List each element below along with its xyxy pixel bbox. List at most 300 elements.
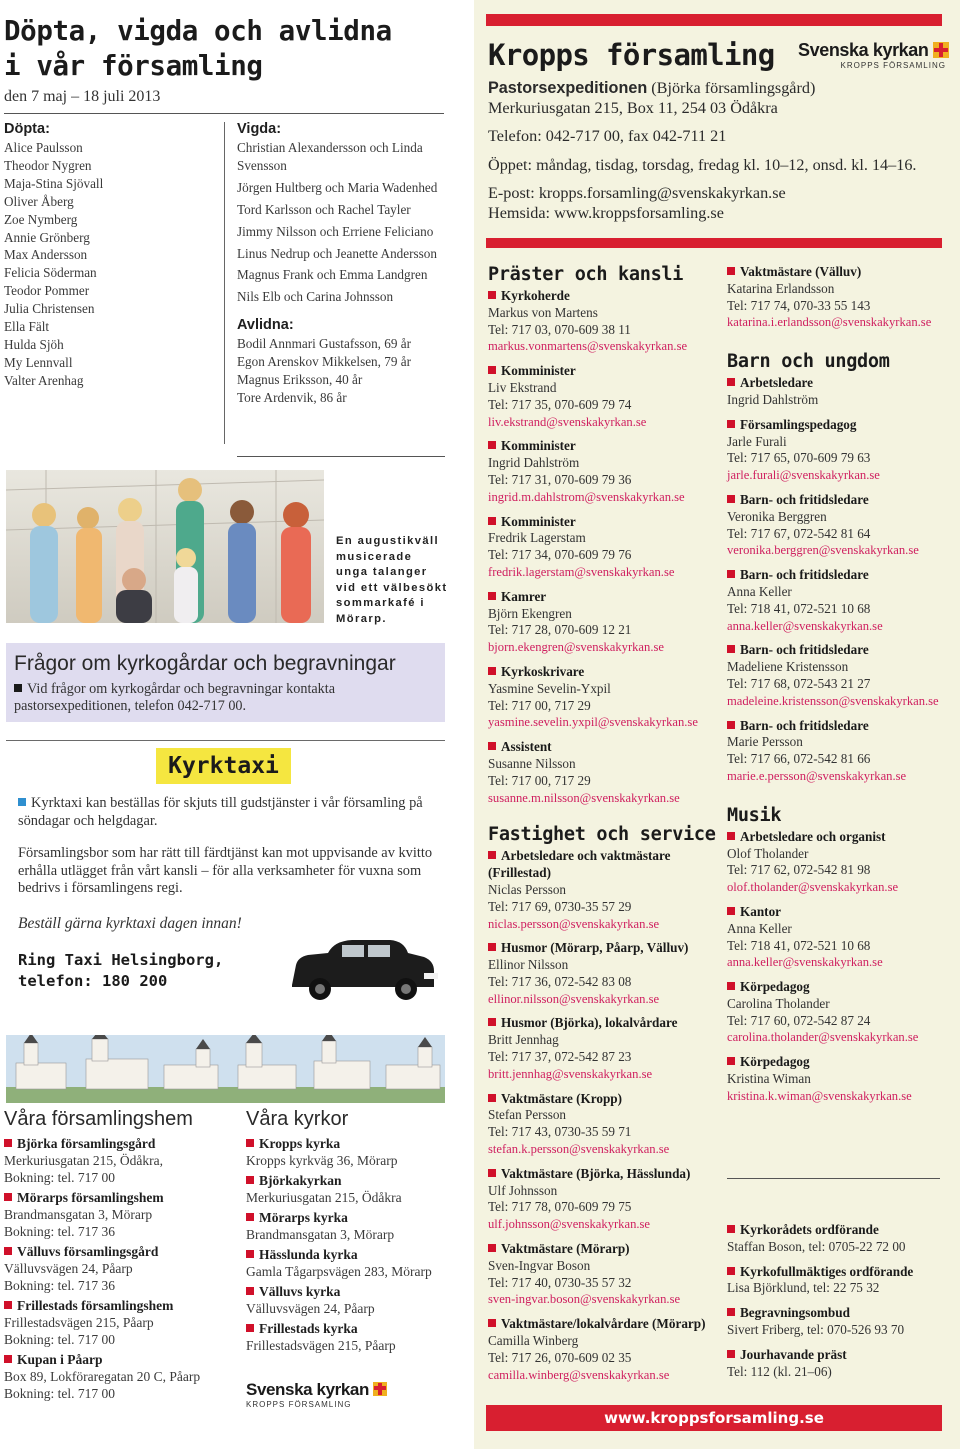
married-section [237, 121, 445, 407]
bullet-icon [727, 832, 735, 840]
logo-sub-top: KROPPS FÖRSAMLING [840, 61, 946, 70]
contact-role-text: Vaktmästare (Kropp) [501, 1090, 623, 1106]
married-list [237, 139, 445, 306]
baptized-name: Max Andersson [4, 247, 88, 263]
board-entry [727, 1347, 949, 1381]
church-item [246, 1246, 446, 1280]
bullet-icon [246, 1250, 254, 1258]
taxi-ring-line-1: Ring Taxi Helsingborg, [18, 951, 224, 969]
contact-email[interactable]: sven-ingvar.boson@svenskakyrkan.se [488, 1292, 681, 1307]
contact-entry [727, 829, 949, 896]
logo-brand-top: Svenska kyrkan [798, 40, 929, 60]
bullet-icon [4, 1139, 12, 1147]
contact-email[interactable]: katarina.i.erlandsson@svenskakyrkan.se [727, 315, 932, 330]
bullet-icon [727, 645, 735, 653]
home-item-line: Bokning: tel. 717 36 [4, 1224, 115, 1239]
footer-website-link[interactable]: www.kroppsforsamling.se [486, 1405, 942, 1431]
home-item-name [4, 1297, 234, 1314]
logo-brand: Svenska kyrkan [246, 1380, 369, 1399]
bullet-icon [727, 1057, 735, 1065]
contact-entry [488, 739, 718, 806]
graves-heading: Frågor om kyrkogårdar och begravningar [14, 652, 396, 675]
contact-entry [488, 848, 718, 932]
web-label: Hemsida: [488, 203, 551, 222]
bullet-icon [18, 798, 26, 806]
contact-entry [488, 664, 718, 731]
contact-name: Fredrik Lagerstam [488, 530, 586, 546]
contact-email[interactable]: jarle.furali@svenskakyrkan.se [727, 468, 880, 483]
home-item-title: Frillestads församlingshem [17, 1298, 174, 1313]
contact-entry [488, 514, 718, 581]
contact-name: Veronika Berggren [727, 508, 827, 524]
churches-list [246, 1135, 446, 1354]
bullet-icon [488, 1169, 496, 1177]
church-item-line: Frillestadsvägen 215, Påarp [246, 1338, 396, 1353]
board-line: Lisa Björklund, tel: 22 75 32 [727, 1280, 880, 1296]
home-item-title: Välluvs församlingsgård [17, 1244, 159, 1259]
contact-phone: Tel: 717 31, 070-609 79 36 [488, 471, 632, 487]
contact-email[interactable]: marie.e.persson@svenskakyrkan.se [727, 768, 907, 783]
board-role-text: Kyrkofullmäktiges ordförande [740, 1263, 914, 1279]
contact-phone: Tel: 717 67, 072-542 81 64 [727, 525, 871, 541]
contact-name: Sven-Ingvar Boson [488, 1257, 591, 1273]
bullet-icon [488, 667, 496, 675]
bullet-icon [4, 1355, 12, 1363]
contact-name: Markus von Martens [488, 304, 598, 320]
bullet-icon [727, 1225, 735, 1233]
church-item-line: Gamla Tågarpsvägen 283, Mörarp [246, 1264, 432, 1279]
contact-email[interactable]: ellinor.nilsson@svenskakyrkan.se [488, 991, 660, 1006]
baptized-name: Hulda Sjöh [4, 336, 64, 352]
contact-email[interactable]: ingrid.m.dahlstrom@svenskakyrkan.se [488, 489, 685, 504]
contact-role [488, 1316, 718, 1333]
contact-name: Ulf Johnsson [488, 1182, 558, 1198]
contact-role-text: Kyrkoherde [501, 288, 570, 303]
contact-phone: Tel: 717 37, 072-542 87 23 [488, 1049, 632, 1065]
contact-role [727, 904, 949, 921]
church-item [246, 1320, 446, 1354]
contact-phone: Tel: 717 62, 072-542 81 98 [727, 862, 871, 878]
office-address: Merkuriusgatan 215, Box 11, 254 03 Ödåkra [488, 98, 778, 117]
contact-role-text: Barn- och fritidsledare [740, 642, 869, 658]
taxi-paragraph-2: Församlingsbor som har rätt till färdtjänst kan mot uppvisande av kvitto erhålla utlägget från vårt kansli – för alla verksamheter för vuxna som bedrivs i församlingens regi. [18, 845, 433, 896]
contact-name: Jarle Furali [727, 433, 787, 449]
contact-name: Marie Persson [727, 734, 803, 750]
board-role [727, 1305, 949, 1322]
bullet-icon [246, 1213, 254, 1221]
baptized-list [4, 139, 214, 390]
contact-entry [488, 940, 718, 1007]
bullet-icon [488, 366, 496, 374]
contact-entry [727, 642, 949, 709]
parish-website-link[interactable]: www.kroppsforsamling.se [554, 203, 724, 222]
married-couple: Jimmy Nilsson och Erriene Feliciano [237, 223, 434, 239]
contact-name: Yasmine Sevelin-Yxpil [488, 680, 611, 696]
home-item-line: Brandmansgatan 3, Mörarp [4, 1207, 153, 1222]
contact-phone: Tel: 717 66, 072-542 81 66 [727, 751, 871, 767]
deceased-name: Egon Arenskov Mikkelsen, 79 år [237, 354, 411, 370]
board-line: Tel: 112 (kl. 21–06) [727, 1363, 832, 1379]
divider [237, 456, 445, 457]
deceased-name: Bodil Annmari Gustafsson, 69 år [237, 336, 411, 352]
baptized-name: Zoe Nymberg [4, 211, 78, 227]
contact-role-text: Assistent [501, 739, 552, 755]
baptized-name: My Lennvall [4, 354, 73, 370]
church-item-title: Frillestads kyrka [259, 1321, 358, 1336]
baptized-name: Theodor Nygren [4, 157, 92, 173]
contact-role [727, 492, 949, 509]
bullet-icon [488, 1094, 496, 1102]
church-item-name [246, 1320, 446, 1337]
contact-email[interactable]: britt.jennhag@svenskakyrkan.se [488, 1066, 653, 1081]
contact-email[interactable]: bjorn.ekengren@svenskakyrkan.se [488, 640, 664, 655]
board-role [727, 1347, 949, 1364]
church-item-name [246, 1209, 446, 1226]
cross-icon [373, 1382, 387, 1396]
contact-role [488, 1166, 718, 1183]
contact-email[interactable]: carolina.tholander@svenskakyrkan.se [727, 1030, 919, 1045]
contact-role-text: Komminister [501, 513, 576, 529]
contact-entry [727, 904, 949, 971]
board-role-text: Jourhavande präst [740, 1346, 847, 1362]
church-item-title: Kropps kyrka [259, 1136, 341, 1151]
graves-box [6, 643, 445, 722]
contact-role [727, 567, 949, 584]
contact-name: Ingrid Dahlström [488, 455, 580, 471]
contact-phone: Tel: 717 36, 072-542 83 08 [488, 973, 632, 989]
contact-role-text: Kamrer [501, 588, 547, 604]
photo-caption: En augustikväll musicerade unga talanger vid ett välbesökt sommarkafé i Mörarp. [336, 535, 448, 625]
contact-entry [727, 979, 949, 1046]
board-role [727, 1222, 949, 1239]
contact-email[interactable]: markus.vonmartens@svenskakyrkan.se [488, 339, 688, 354]
married-couple: Tord Karlsson och Rachel Tayler [237, 201, 411, 217]
parish-title: Kropps församling [488, 38, 775, 72]
contact-entry [727, 264, 949, 331]
bullet-icon [488, 1319, 496, 1327]
contact-role-text: Kyrkoskrivare [501, 663, 585, 679]
contact-name: Kristina Wiman [727, 1071, 811, 1087]
contact-email[interactable]: madeleine.kristensson@svenskakyrkan.se [727, 693, 939, 708]
taxi-p1: Kyrktaxi kan beställas för skjuts till gudstjänster i vår församling på söndagar och helgdagar. [18, 795, 423, 829]
married-couple: Nils Elb och Carina Johnsson [237, 289, 394, 305]
deceased-heading: Avlidna: [237, 317, 294, 334]
home-item-name [4, 1351, 234, 1368]
svenska-kyrkan-logo-top [798, 40, 949, 70]
bullet-icon [4, 1301, 12, 1309]
baptized-name: Teodor Pommer [4, 283, 90, 299]
contact-role [488, 664, 718, 681]
contact-name: Susanne Nilsson [488, 755, 576, 771]
married-couple: Magnus Frank och Emma Landgren [237, 267, 428, 283]
phone-value: 042-717 00, fax 042-711 21 [545, 127, 727, 145]
bullet-icon [488, 291, 496, 299]
contact-email[interactable]: yasmine.sevelin.yxpil@svenskakyrkan.se [488, 715, 698, 730]
baptized-name: Julia Christensen [4, 301, 95, 317]
bullet-icon [488, 1018, 496, 1026]
contact-role [727, 829, 949, 846]
contact-role [488, 363, 718, 380]
board-line: Sivert Friberg, tel: 070-526 93 70 [727, 1321, 905, 1337]
contact-phone: Tel: 718 41, 072-521 10 68 [727, 937, 871, 953]
phone-line [488, 127, 948, 147]
church-item-title: Hässlunda kyrka [259, 1247, 358, 1262]
church-item-title: Välluvs kyrka [259, 1284, 341, 1299]
contact-name: Ingrid Dahlström [727, 391, 819, 407]
bullet-icon [727, 1267, 735, 1275]
home-item [4, 1297, 234, 1348]
married-couple: Christian Alexandersson och Linda Svensson [237, 140, 423, 173]
contact-role-text: Barn- och fritidsledare [740, 717, 869, 733]
baptized-heading: Döpta: [4, 121, 50, 137]
contact-role-text: Barn- och fritidsledare [740, 567, 869, 583]
cross-icon [933, 42, 949, 58]
contact-email[interactable]: fredrik.lagerstam@svenskakyrkan.se [488, 564, 675, 579]
date-range: den 7 maj – 18 juli 2013 [4, 88, 161, 105]
baptized-name: Alice Paulsson [4, 140, 83, 155]
office-label: Pastorsexpeditionen [488, 79, 648, 97]
contact-phone: Tel: 717 00, 717 29 [488, 697, 591, 713]
contact-phone: Tel: 717 00, 717 29 [488, 772, 591, 788]
board-entry [727, 1222, 949, 1256]
contact-role [488, 288, 718, 305]
board-contacts [727, 1222, 949, 1388]
contact-entry [727, 1054, 949, 1104]
church-item-name [246, 1135, 446, 1152]
section-title: Barn och ungdom [727, 351, 890, 373]
contact-email[interactable]: camilla.winberg@svenskakyrkan.se [488, 1367, 670, 1382]
contact-role-text: Vaktmästare (Mörarp) [501, 1241, 630, 1257]
contact-role-text: Körpedagog [740, 1054, 810, 1070]
taxi-title: Kyrktaxi [156, 748, 291, 784]
bullet-icon [488, 592, 496, 600]
home-item-line: Bokning: tel. 717 36 [4, 1278, 115, 1293]
contact-entry [488, 1015, 718, 1082]
churches-photo-strip [6, 1035, 445, 1103]
logo-sub: KROPPS FÖRSAMLING [246, 1400, 352, 1409]
title-line-1: Döpta, vigda och avlidna [4, 15, 392, 47]
contact-name: Anna Keller [727, 583, 792, 599]
contact-role-text: Komminister [501, 438, 576, 454]
contact-entry [727, 567, 949, 634]
contact-role [488, 848, 718, 882]
contact-email[interactable]: stefan.k.persson@svenskakyrkan.se [488, 1142, 670, 1157]
contact-entry [727, 492, 949, 559]
baptized-name: Valter Arenhag [4, 372, 84, 388]
contact-name: Britt Jennhag [488, 1032, 559, 1048]
open-label: Öppet: [488, 155, 533, 174]
top-red-bar [486, 14, 942, 26]
married-heading: Vigda: [237, 121, 282, 137]
contact-entry [727, 417, 949, 484]
open-value: måndag, tisdag, torsdag, fredag kl. 10–12, onsd. kl. 14–16. [536, 155, 917, 174]
church-item-line: Välluvsvägen 24, Påarp [246, 1301, 375, 1316]
baptized-name: Annie Grönberg [4, 229, 90, 245]
church-item-line: Merkuriusgatan 215, Ödåkra [246, 1190, 402, 1205]
contact-email[interactable]: niclas.persson@svenskakyrkan.se [488, 916, 660, 931]
church-item-title: Björkakyrkan [259, 1173, 342, 1188]
churches-heading: Våra kyrkor [246, 1108, 349, 1130]
email-line [488, 184, 948, 204]
bullet-icon [727, 267, 735, 275]
contact-role [488, 514, 718, 531]
contact-email[interactable]: veronika.berggren@svenskakyrkan.se [727, 543, 919, 558]
contact-phone: Tel: 717 78, 070-609 79 75 [488, 1199, 632, 1215]
church-item-line: Kropps kyrkväg 36, Mörarp [246, 1153, 398, 1168]
board-line: Staffan Boson, tel: 0705-22 72 00 [727, 1238, 906, 1254]
home-item-line: Bokning: tel. 717 00 [4, 1332, 115, 1347]
bullet-icon [727, 907, 735, 915]
bullet-icon [488, 1244, 496, 1252]
contact-entry [488, 363, 718, 430]
home-item [4, 1135, 234, 1186]
taxi-paragraph-1 [18, 795, 438, 830]
contact-role [727, 718, 949, 735]
church-item [246, 1283, 446, 1317]
contact-entry [727, 718, 949, 785]
contact-phone: Tel: 717 68, 072-543 21 27 [727, 675, 871, 691]
office-place: (Björka församlingsgård) [651, 79, 816, 97]
contact-role-text: Husmor (Mörarp, Påarp, Välluv) [501, 940, 689, 956]
contact-role-text: Vaktmästare (Välluv) [740, 264, 862, 279]
contact-phone: Tel: 717 28, 070-609 12 21 [488, 622, 632, 638]
column-divider [224, 122, 225, 444]
bullet-icon [727, 570, 735, 578]
bullet-icon [727, 982, 735, 990]
board-entry [727, 1264, 949, 1298]
contact-phone: Tel: 717 74, 070-33 55 143 [727, 297, 871, 313]
contact-email[interactable]: anna.keller@svenskakyrkan.se [727, 955, 883, 970]
divider [727, 1178, 940, 1179]
contact-phone: Tel: 717 43, 0730-35 59 71 [488, 1124, 632, 1140]
church-item [246, 1172, 446, 1206]
contact-name: Carolina Tholander [727, 995, 830, 1011]
contact-name: Björn Ekengren [488, 605, 572, 621]
contact-role-text: Kantor [740, 903, 782, 919]
taxi-ring-line-2: telefon: 180 200 [18, 972, 168, 990]
bullet-icon [727, 420, 735, 428]
home-item-name [4, 1243, 234, 1260]
contact-role-text: Körpedagog [740, 979, 810, 995]
deceased-name: Tore Ardenvik, 86 år [237, 389, 347, 405]
contact-role [727, 417, 949, 434]
bullet-icon [4, 1193, 12, 1201]
contact-role-text: Församlingspedagog [740, 416, 857, 432]
church-item-name [246, 1246, 446, 1263]
contact-role-text: Vaktmästare (Björka, Hässlunda) [501, 1165, 691, 1181]
home-item-name [4, 1135, 234, 1152]
home-item-line: Välluvsvägen 24, Påarp [4, 1261, 133, 1276]
contact-role [727, 375, 949, 392]
contact-entry [488, 589, 718, 656]
church-item [246, 1135, 446, 1169]
contact-email[interactable]: anna.keller@svenskakyrkan.se [727, 618, 883, 633]
group-photo [6, 470, 324, 623]
homes-heading: Våra församlingshem [4, 1108, 193, 1130]
bullet-icon [246, 1287, 254, 1295]
bullet-icon [246, 1139, 254, 1147]
contact-role [727, 264, 949, 281]
contact-entry [488, 438, 718, 505]
baptized-name: Felicia Söderman [4, 265, 97, 281]
bullet-icon [4, 1247, 12, 1255]
contact-phone: Tel: 717 26, 070-609 02 35 [488, 1349, 632, 1365]
baptized-name: Ella Fält [4, 319, 50, 335]
bullet-icon [488, 517, 496, 525]
bullet-icon [488, 851, 496, 859]
office-info [488, 79, 948, 223]
bullet-icon [14, 684, 22, 692]
board-entry [727, 1305, 949, 1339]
home-item-title: Kupan i Påarp [17, 1352, 103, 1367]
contact-email[interactable]: kristina.k.wiman@svenskakyrkan.se [727, 1088, 912, 1103]
title-line-2: i vår församling [4, 50, 263, 82]
contact-phone: Tel: 717 65, 070-609 79 63 [727, 450, 871, 466]
contact-entry [488, 1316, 718, 1383]
contact-role [488, 589, 718, 606]
baptized-name: Oliver Åberg [4, 193, 74, 209]
contact-entry [488, 1241, 718, 1308]
home-item [4, 1243, 234, 1294]
deceased-name: Magnus Eriksson, 40 år [237, 372, 363, 388]
contact-role [488, 1091, 718, 1108]
bullet-icon [727, 378, 735, 386]
homes-section [4, 1108, 234, 1405]
contact-role-text: Barn- och fritidsledare [740, 491, 869, 507]
contact-email[interactable]: ulf.johnsson@svenskakyrkan.se [488, 1217, 651, 1232]
baptized-section [4, 121, 214, 390]
home-item-title: Björka församlingsgård [17, 1136, 156, 1151]
contact-name: Stefan Persson [488, 1107, 567, 1123]
baptized-name: Maja-Stina Sjövall [4, 175, 104, 191]
home-item-line: Merkuriusgatan 215, Ödåkra, [4, 1153, 163, 1168]
contact-role-text: Arbetsledare och vaktmästare (Frillestad) [488, 848, 671, 881]
mid-red-bar [486, 238, 942, 248]
contact-role [488, 940, 718, 957]
married-couple: Jörgen Hultberg och Maria Wadenhed [237, 179, 438, 195]
contact-email[interactable]: susanne.m.nilsson@svenskakyrkan.se [488, 790, 680, 805]
contact-phone: Tel: 717 34, 070-609 79 76 [488, 547, 632, 563]
bullet-icon [488, 742, 496, 750]
board-role [727, 1264, 949, 1281]
contact-role [727, 642, 949, 659]
contact-role-text: Vaktmästare/lokalvårdare (Mörarp) [501, 1316, 706, 1332]
web-line [488, 204, 948, 224]
contact-phone: Tel: 717 60, 072-542 87 24 [727, 1012, 871, 1028]
contact-phone: Tel: 717 03, 070-609 38 11 [488, 321, 631, 337]
contact-role [727, 1054, 949, 1071]
contact-phone: Tel: 717 40, 0730-35 57 32 [488, 1274, 632, 1290]
home-item-line: Frillestadsvägen 215, Påarp [4, 1315, 154, 1330]
contact-role [488, 1241, 718, 1258]
church-item-name [246, 1283, 446, 1300]
page-title [4, 14, 444, 84]
svenska-kyrkan-logo [246, 1380, 387, 1409]
phone-label: Telefon: [488, 127, 542, 145]
parish-email[interactable]: kropps.forsamling@svenskakyrkan.se [538, 184, 786, 202]
taxi-phone [18, 950, 223, 992]
contact-email[interactable]: liv.ekstrand@svenskakyrkan.se [488, 414, 647, 429]
graves-text-content: Vid frågor om kyrkogårdar och begravningar kontakta pastorsexpeditionen, telefon 042-717 00. [14, 681, 336, 714]
section-title: Musik [727, 804, 782, 826]
contact-email[interactable]: olof.tholander@svenskakyrkan.se [727, 880, 899, 895]
contact-name: Ellinor Nilsson [488, 957, 569, 973]
contact-entry [488, 288, 718, 355]
home-item-name [4, 1189, 234, 1206]
contacts-column-right [727, 264, 949, 1113]
contact-name: Liv Ekstrand [488, 379, 557, 395]
contact-role [488, 438, 718, 455]
